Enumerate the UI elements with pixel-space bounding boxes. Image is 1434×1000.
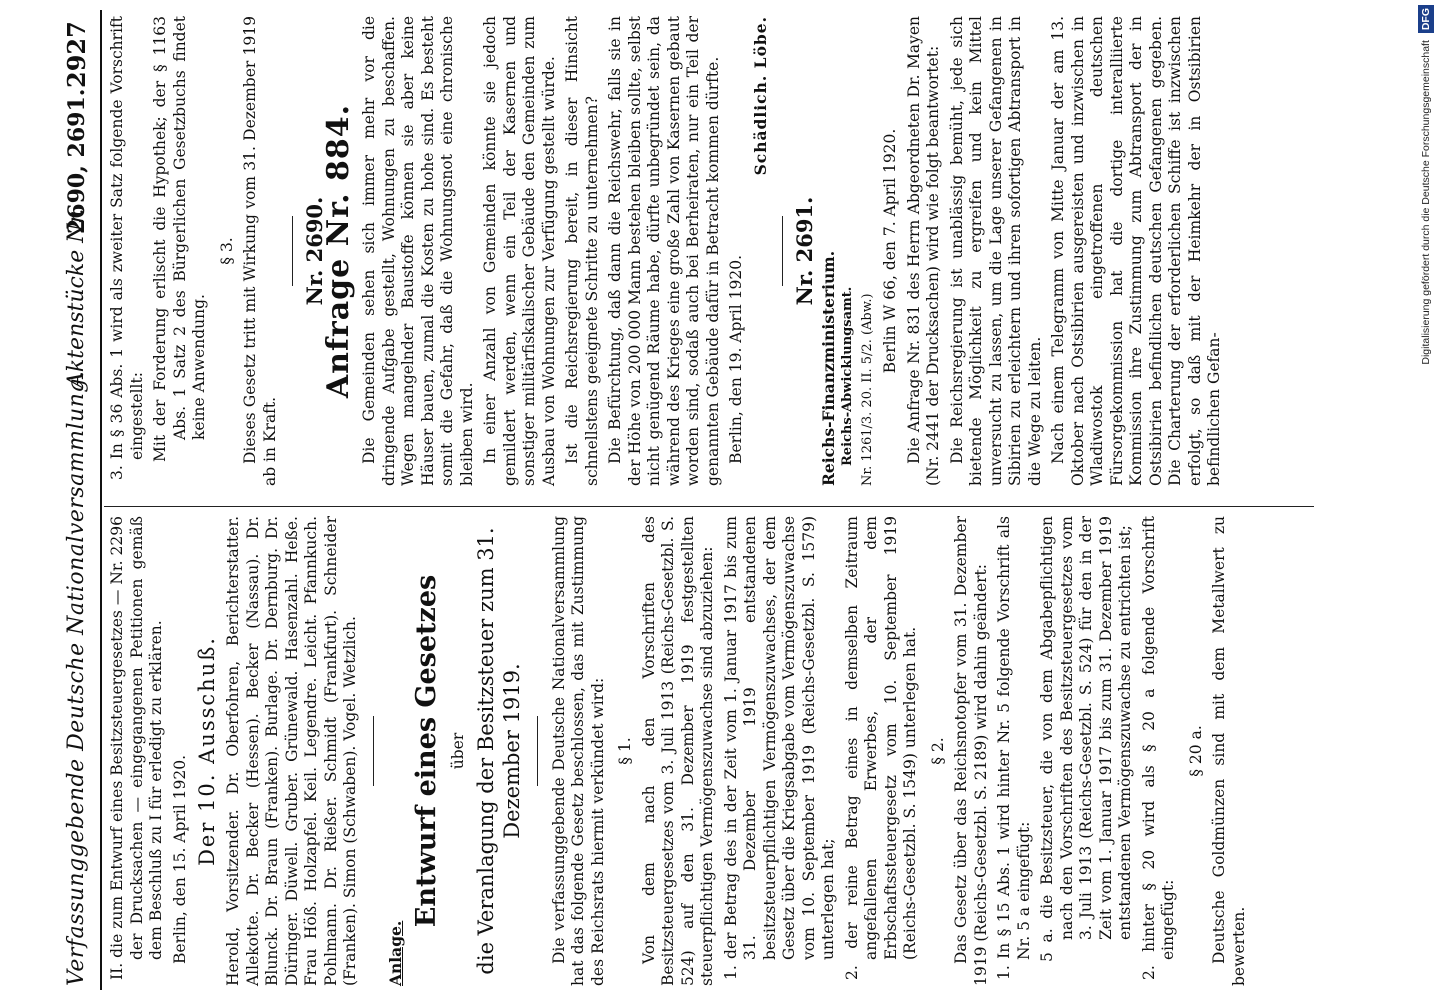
anfrage-date: Berlin, den 19. April 1920. bbox=[727, 254, 745, 464]
page-number: 2927 bbox=[62, 21, 91, 88]
document-2690-heading: Nr. 2690. bbox=[302, 196, 327, 306]
draft-subtitle: die Veranlagung der Besitzsteuer zum 31. Dezember 1919. bbox=[473, 527, 524, 975]
dfg-logo: DFG bbox=[1418, 5, 1434, 33]
anfrage-paragraph-2: In einer Anzahl von Gemeinden könnte sie jedoch gemildert werden, wenn ein Teil der Kasernen und sonstiger militärfiskalischer Gebäude den Gemeinden zum Ausbau von Wohnungen zur Verfügung gestellt würde. bbox=[481, 16, 558, 486]
anfrage-paragraph-1: Die Gemeinden sehen sich immer mehr vor die dringende Aufgabe gestellt, Wohnungen zu beschaffen. Wegen mangelnder Baustoffe können sie aber keine Häuser bauen, zumal die Kosten zu hohe sind. Es besteht somit die Gefahr, daß die Wohnungsnot eine chronische bleiben wird. bbox=[360, 16, 476, 486]
anlage-label: Anlage. bbox=[385, 920, 405, 986]
column-divider bbox=[104, 506, 1314, 507]
section-1-heading: § 1. bbox=[616, 737, 634, 765]
section-rule bbox=[373, 716, 374, 786]
document-2691-heading: Nr. 2691. bbox=[792, 196, 817, 306]
header-rule bbox=[100, 10, 102, 990]
section-20a-heading: § 20 a. bbox=[1186, 725, 1205, 777]
reply-date: Berlin W 66, den 7. April 1920. bbox=[881, 128, 899, 374]
credit-text: Digitalisierung gefördert durch die Deutsche Forschungsgemeinschaft bbox=[1420, 40, 1432, 365]
digitization-credit bbox=[1418, 5, 1434, 995]
item-3-quote: Mit der Forderung erlischt die Hypothek; der § 1163 Abs. 1 Satz 2 des Bürgerlichen Gesetzbuchs findet keine Anwendung. bbox=[151, 16, 208, 462]
section-2-heading: § 2. bbox=[928, 737, 947, 765]
section-2-text: Das Gesetz über das Reichsnotopfer vom 31. Dezember 1919 (Reichs-Gesetzbl. S. 2189) wird dahin geändert: bbox=[952, 516, 990, 986]
date-line: Berlin, den 15. April 1920. bbox=[170, 754, 189, 964]
reply-intro: Die Anfrage Nr. 831 des Herrn Abgeordneten Dr. Mayen (Nr. 2441 der Drucksachen) wird wie folgt beantwortet: bbox=[904, 16, 942, 486]
section-rule bbox=[292, 216, 293, 286]
section-1-item-1: 1. der Betrag des in der Zeit vom 1. Januar 1917 bis zum 31. Dezember 1919 entstandenen besitzsteuerpflichtigen Vermögenszuwachses, der dem Gesetz über die Kriegsabgabe vom Vermögenszuwachse vom 10. September 1919 (Reichs-Gesetzbl. S. 1579) unterlegen hat; bbox=[721, 516, 837, 980]
header-doc-numbers: 2690, 2691. bbox=[64, 88, 90, 234]
anfrage-signatures: Schädlich. Löbe. bbox=[750, 16, 770, 176]
office-name: Reichs-Abwicklungsamt. bbox=[840, 286, 855, 466]
section-rule bbox=[782, 216, 783, 286]
section-rule bbox=[537, 716, 538, 786]
intro-item: II. die zum Entwurf eines Besitzsteuergesetzes — Nr. 2296 der Drucksachen — eingegangenen Petitionen gemäß dem Beschluß zu I für erledigt zu erklären. bbox=[108, 516, 165, 980]
section-3-text: Dieses Gesetz tritt mit Wirkung vom 31. Dezember 1919 ab in Kraft. bbox=[241, 16, 279, 486]
section-2-item-1: 1. In § 15 Abs. 1 wird hinter Nr. 5 folgende Vorschrift als Nr. 5 a eingefügt: bbox=[995, 516, 1033, 980]
reply-paragraph-2: Nach einem Telegramm von Mitte Januar der am 13. Oktober nach Ostsibirien ausgereisten und inzwischen in Wladiwostok eingetroffenen deutschen Fürsorgekommission hat die dortige interalliierte Kommission ihre Zustimmung zum Abtransport der in Ostsibirien befindlichen deutschen Gefangenen gegeben. Die Charterung der erforderlichen Schiffe ist inzwischen erfolgt, so daß mit der Heimkehr der in Ostsibirien befindlichen Gefan- bbox=[1049, 16, 1223, 486]
reply-paragraph-1: Die Reichsregierung ist unablässig bemüht, jede sich bietende Möglichkeit zu ergreifen und kein Mittel unversucht zu lassen, um die Lage unserer Gefangenen in Sibirien zu erleichtern und ihren sofortigen Abtransport in die Wege zu leiten. bbox=[947, 16, 1044, 486]
header-docs-label: Aktenstücke Nr. bbox=[64, 208, 89, 388]
reference-number: Nr. 1261/3. 20. II. 5/2. (Abw.) bbox=[859, 293, 875, 486]
left-column bbox=[108, 516, 1253, 986]
anfrage-paragraph-3: Ist die Reichsregierung bereit, in dieser Hinsicht schnellstens geeignete Schritte zu unternehmen? bbox=[563, 16, 601, 486]
header-title: Verfassunggebende Deutsche Nationalversammlung. bbox=[64, 370, 89, 986]
draft-ueber: über bbox=[449, 732, 467, 770]
running-header bbox=[62, 0, 96, 1000]
committee-members: Herold, Vorsitzender. Dr. Oberfohren, Berichterstatter. Allekotte. Dr. Becker (Hessen). Becker (Nassau). Dr. Blunck. Dr. Braun (Franken). Burlage. Dr. Dernburg. Dr. Düringer. Düwell. Gruber. Grünewald. Hasenzahl. Heße. Frau Höß. Holzapfel. Keil. Legendre. Leicht. Pfannkuch. Pohlmann. Dr. Rießer. Schmidt (Frankfurt). Schneider (Franken). Simon (Schwaben). Vogel. Wetzlich. bbox=[224, 516, 359, 986]
section-2-item-1-sub: 5 a. die Besitzsteuer, die von dem Abgabepflichtigen nach den Vorschriften des Besitzsteuergesetzes vom 3. Juli 1913 (Reichs-Gesetzbl. S. 524) für den in der Zeit vom 1. Januar 1917 bis zum 31. Dezember 1919 entstandenen Vermögenszuwachse zu entrichten ist; bbox=[1038, 516, 1134, 962]
ministry-name: Reichs-Finanzministerium. bbox=[818, 250, 838, 486]
section-3-heading: § 3. bbox=[217, 237, 236, 265]
section-1-item-2: 2. der reine Betrag eines in demselben Zeitraum angefallenen Erwerbes, der dem Erbschaftssteuergesetz vom 10. September 1919 (Reichs-Gesetzbl. S. 1549) unterlegen hat. bbox=[842, 516, 919, 980]
section-20a-text: Deutsche Goldmünzen sind mit dem Metallwert zu bewerten. bbox=[1210, 516, 1248, 986]
committee-heading: Der 10. Ausschuß. bbox=[195, 636, 219, 866]
anfrage-paragraph-4: Die Befürchtung, daß dann die Reichswehr, falls sie in der Höhe von 200 000 Mann bestehen bleiben sollte, selbst nicht genügend Räume habe, dürfte unbegründet sein, da während des Krieges eine große Zahl von Kasernen gebaut worden sind, sodaß auch bei Berheiraten, nur ein Teil der genannten Gebäude dafür in Betracht kommen dürfte. bbox=[606, 16, 722, 486]
item-3: 3. In § 36 Abs. 1 wird als zweiter Satz folgende Vorschrift eingestellt: bbox=[108, 16, 146, 480]
draft-title: Entwurf eines Gesetzes bbox=[411, 574, 442, 928]
preamble: Die verfassunggebende Deutsche Nationalversammlung hat das folgende Gesetz beschlossen, das mit Zustimmung des Reichsrats hiermit verkündet wird: bbox=[549, 516, 607, 986]
section-2-item-2: 2. hinter § 20 wird als § 20 a folgende Vorschrift eingefügt: bbox=[1139, 516, 1177, 980]
section-1-text: Von dem nach den Vorschriften des Besitzsteuergesetzes vom 3. Juli 1913 (Reichs-Gesetzbl. S. 524) auf den 31. Dezember 1919 festgestellten steuerpflichtigen Vermögenszuwachse sind abzuziehen: bbox=[639, 516, 716, 986]
anfrage-884-heading: Anfrage Nr. 884. bbox=[320, 103, 356, 399]
right-column bbox=[108, 16, 1229, 486]
